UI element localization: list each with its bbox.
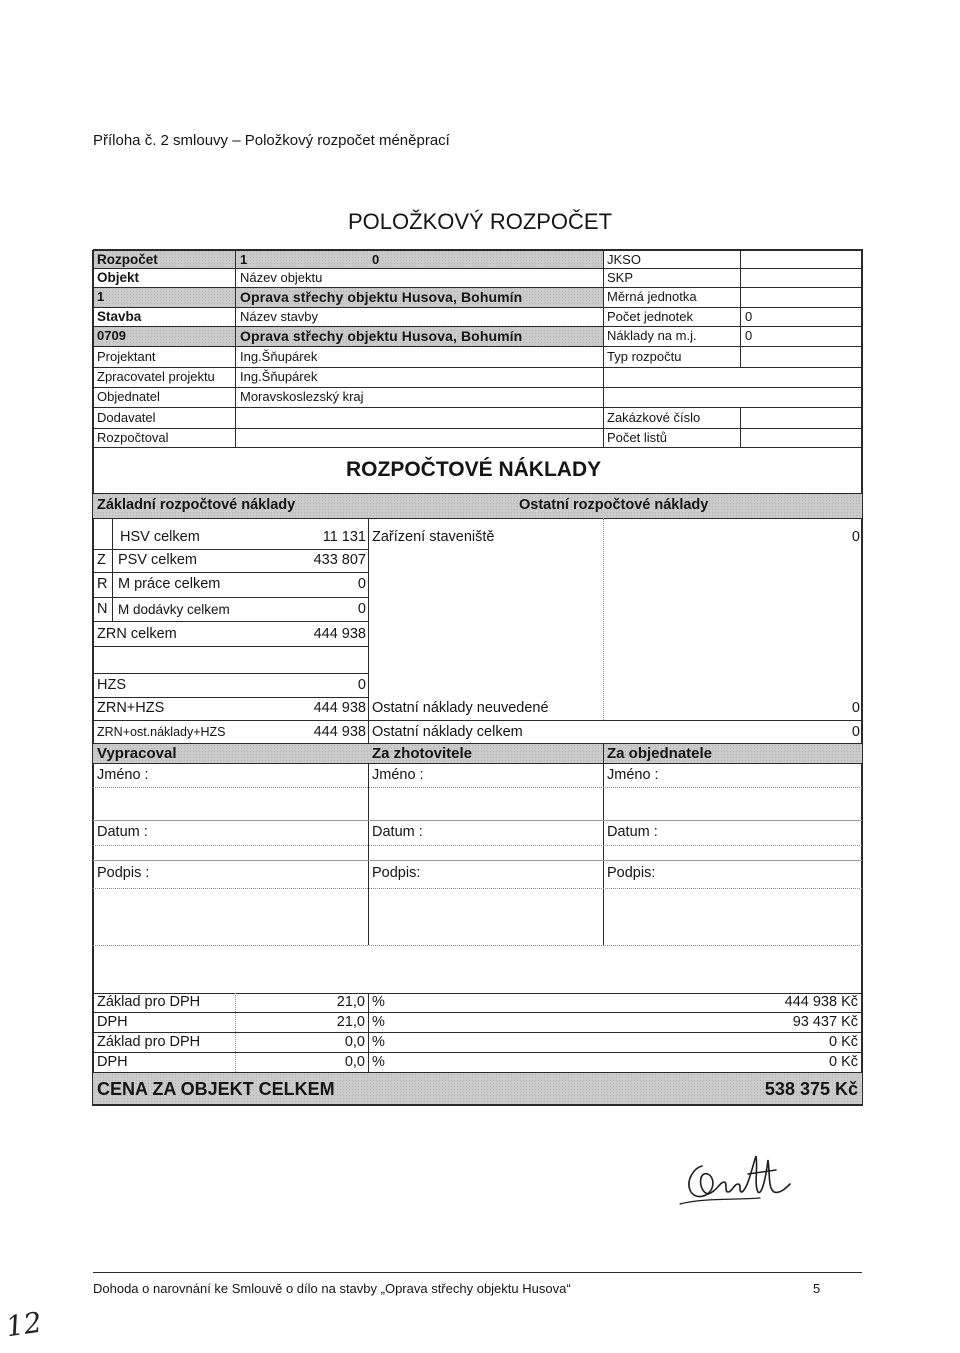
vat-base-label: Základ pro DPH [97, 994, 201, 1010]
percent-sign: % [372, 1054, 385, 1070]
table-rule [603, 518, 604, 720]
table-rule [93, 646, 368, 647]
table-rule [93, 845, 862, 846]
hsv-label: HSV celkem [120, 529, 200, 545]
date-label: Datum : [97, 824, 148, 840]
percent-sign: % [372, 1034, 385, 1050]
unit-count: 0 [745, 309, 753, 324]
table-rule [93, 673, 368, 674]
vat-rate: 0,0 [344, 1034, 365, 1050]
zrn-hzs-label: ZRN+HZS [97, 700, 165, 716]
signature-label: Podpis : [97, 865, 150, 881]
table-rule [92, 1104, 863, 1106]
table-rule [740, 250, 741, 367]
footer-text: Dohoda o narovnání ke Smlouvě o dílo na stavby „Oprava střechy objektu Husova“ [93, 1281, 571, 1296]
estimator-label: Rozpočtoval [97, 430, 169, 445]
name-label: Jméno : [607, 767, 659, 783]
construction-number: 0709 [97, 328, 126, 343]
name-label: Jméno : [97, 767, 149, 783]
table-rule [235, 993, 236, 1072]
m-supply-label: M dodávky celkem [118, 602, 230, 617]
vat-rate: 21,0 [336, 1014, 365, 1030]
m-work-value: 0 [357, 576, 366, 592]
hzs-label: HZS [97, 677, 126, 693]
m-supply-code: N [97, 601, 108, 617]
other-costs-header: Ostatní rozpočtové náklady [519, 497, 709, 513]
skp-label: SKP [607, 270, 634, 285]
table-rule [368, 518, 369, 945]
table-rule [93, 860, 862, 861]
table-rule [93, 945, 862, 946]
signature [672, 1148, 797, 1210]
other-costs-total-label: Ostatní náklady celkem [372, 724, 523, 740]
m-work-code: R [97, 576, 108, 592]
signature-label: Podpis: [372, 865, 421, 881]
table-rule [93, 268, 862, 269]
cost-per-unit-label: Náklady na m.j. [607, 328, 697, 343]
hzs-value: 0 [357, 677, 366, 693]
for-contractor-label: Za zhotovitele [372, 745, 473, 762]
percent-sign: % [372, 1014, 385, 1030]
name-label: Jméno : [372, 767, 424, 783]
table-rule [93, 518, 862, 519]
table-rule [93, 346, 862, 347]
vat-amount: 444 938 Kč [784, 994, 858, 1010]
unlisted-costs-label: Ostatní náklady neuvedené [372, 700, 549, 716]
construction-label: Stavba [97, 309, 142, 324]
m-supply-value: 0 [357, 601, 366, 617]
table-rule [740, 407, 741, 447]
table-rule [112, 518, 113, 621]
unit-label: Měrná jednotka [607, 289, 697, 304]
table-rule [93, 428, 862, 429]
budget-label: Rozpočet [97, 252, 158, 267]
construction-name-label: Název stavby [240, 309, 319, 324]
table-rule [603, 250, 604, 447]
vat-rate: 0,0 [344, 1054, 365, 1070]
signatures-header-shade [93, 744, 862, 763]
for-client-label: Za objednatele [607, 745, 713, 762]
table-rule [93, 1032, 862, 1033]
cost-per-unit: 0 [745, 328, 753, 343]
table-rule [93, 407, 862, 408]
grand-total-label: CENA ZA OBJEKT CELKEM [97, 1079, 335, 1099]
percent-sign: % [372, 994, 385, 1010]
table-rule [93, 597, 368, 598]
table-rule [93, 367, 862, 368]
hsv-value: 11 131 [322, 529, 366, 545]
total-costs-value: 444 938 [313, 724, 366, 740]
m-work-label: M práce celkem [118, 576, 221, 592]
signature-label: Podpis: [607, 865, 656, 881]
table-rule [603, 743, 604, 945]
page-number: 5 [813, 1281, 821, 1296]
table-rule [93, 888, 862, 889]
document-title: POLOŽKOVÝ ROZPOČET [348, 209, 613, 234]
other-costs-total-value: 0 [851, 724, 860, 740]
client: Moravskoslezský kraj [240, 389, 364, 404]
handwritten-page-note: 12 [3, 1305, 44, 1344]
site-setup-value: 0 [851, 529, 860, 545]
table-rule [93, 493, 862, 494]
prepared-by-label: Vypracoval [97, 745, 177, 762]
table-rule [93, 820, 862, 821]
date-label: Datum : [372, 824, 423, 840]
frame-left [92, 250, 94, 1106]
vat-label: DPH [97, 1014, 128, 1030]
construction-name: Oprava střechy objektu Husova, Bohumín [240, 328, 523, 344]
psv-code: Z [97, 552, 106, 568]
jkso-label: JKSO [607, 252, 641, 267]
costs-title: ROZPOČTOVÉ NÁKLADY [346, 458, 602, 481]
table-rule [93, 1052, 862, 1053]
table-rule [368, 993, 369, 1072]
total-costs-label: ZRN+ost.náklady+HZS [97, 725, 226, 739]
sheet-count-label: Počet listů [607, 430, 667, 445]
unit-count-label: Počet jednotek [607, 309, 694, 324]
site-setup-label: Zařízení staveniště [372, 529, 495, 545]
basic-costs-header: Základní rozpočtové náklady [97, 497, 296, 513]
table-rule [93, 787, 862, 788]
designer-label: Projektant [97, 349, 156, 364]
table-rule [93, 1012, 862, 1013]
vat-amount: 93 437 Kč [792, 1014, 858, 1030]
table-rule [93, 549, 368, 550]
table-rule [93, 993, 862, 994]
table-rule [93, 720, 862, 721]
date-label: Datum : [607, 824, 658, 840]
vat-amount: 0 Kč [828, 1034, 858, 1050]
contractor-label: Dodavatel [97, 410, 156, 425]
vat-rate: 21,0 [336, 994, 365, 1010]
psv-label: PSV celkem [118, 552, 197, 568]
row-shade [93, 250, 603, 268]
project-author: Ing.Šňupárek [240, 369, 318, 384]
psv-value: 433 807 [313, 552, 366, 568]
object-name-label: Název objektu [240, 270, 323, 285]
client-label: Objednatel [97, 389, 160, 404]
table-rule [93, 249, 863, 251]
object-number: 1 [97, 289, 105, 304]
budget-type-label: Typ rozpočtu [607, 349, 682, 364]
table-rule [93, 326, 862, 327]
table-rule [93, 572, 368, 573]
designer: Ing.Šňupárek [240, 349, 318, 364]
annex-title: Příloha č. 2 smlouvy – Položkový rozpočet méněprací [93, 132, 450, 149]
object-label: Objekt [97, 270, 140, 285]
vat-amount: 0 Kč [828, 1054, 858, 1070]
frame-right [861, 250, 863, 1106]
budget-number: 1 [240, 252, 248, 267]
table-rule [93, 307, 862, 308]
project-author-label: Zpracovatel projektu [97, 369, 215, 384]
table-rule [235, 250, 236, 447]
order-number-label: Zakázkové číslo [607, 410, 701, 425]
zrn-hzs-value: 444 938 [313, 700, 366, 716]
grand-total-value: 538 375 Kč [764, 1079, 858, 1099]
table-rule [93, 387, 862, 388]
table-rule [93, 621, 368, 622]
budget-value: 0 [372, 252, 380, 267]
table-rule [93, 447, 862, 448]
object-name: Oprava střechy objektu Husova, Bohumín [240, 289, 523, 305]
unlisted-costs-value: 0 [851, 700, 860, 716]
footer-rule [93, 1272, 862, 1273]
table-rule [93, 287, 862, 288]
table-rule [93, 697, 368, 698]
table-rule [93, 763, 862, 764]
zrn-value: 444 938 [313, 626, 366, 642]
vat-base-label: Základ pro DPH [97, 1034, 201, 1050]
vat-label: DPH [97, 1054, 128, 1070]
zrn-label: ZRN celkem [97, 626, 177, 642]
